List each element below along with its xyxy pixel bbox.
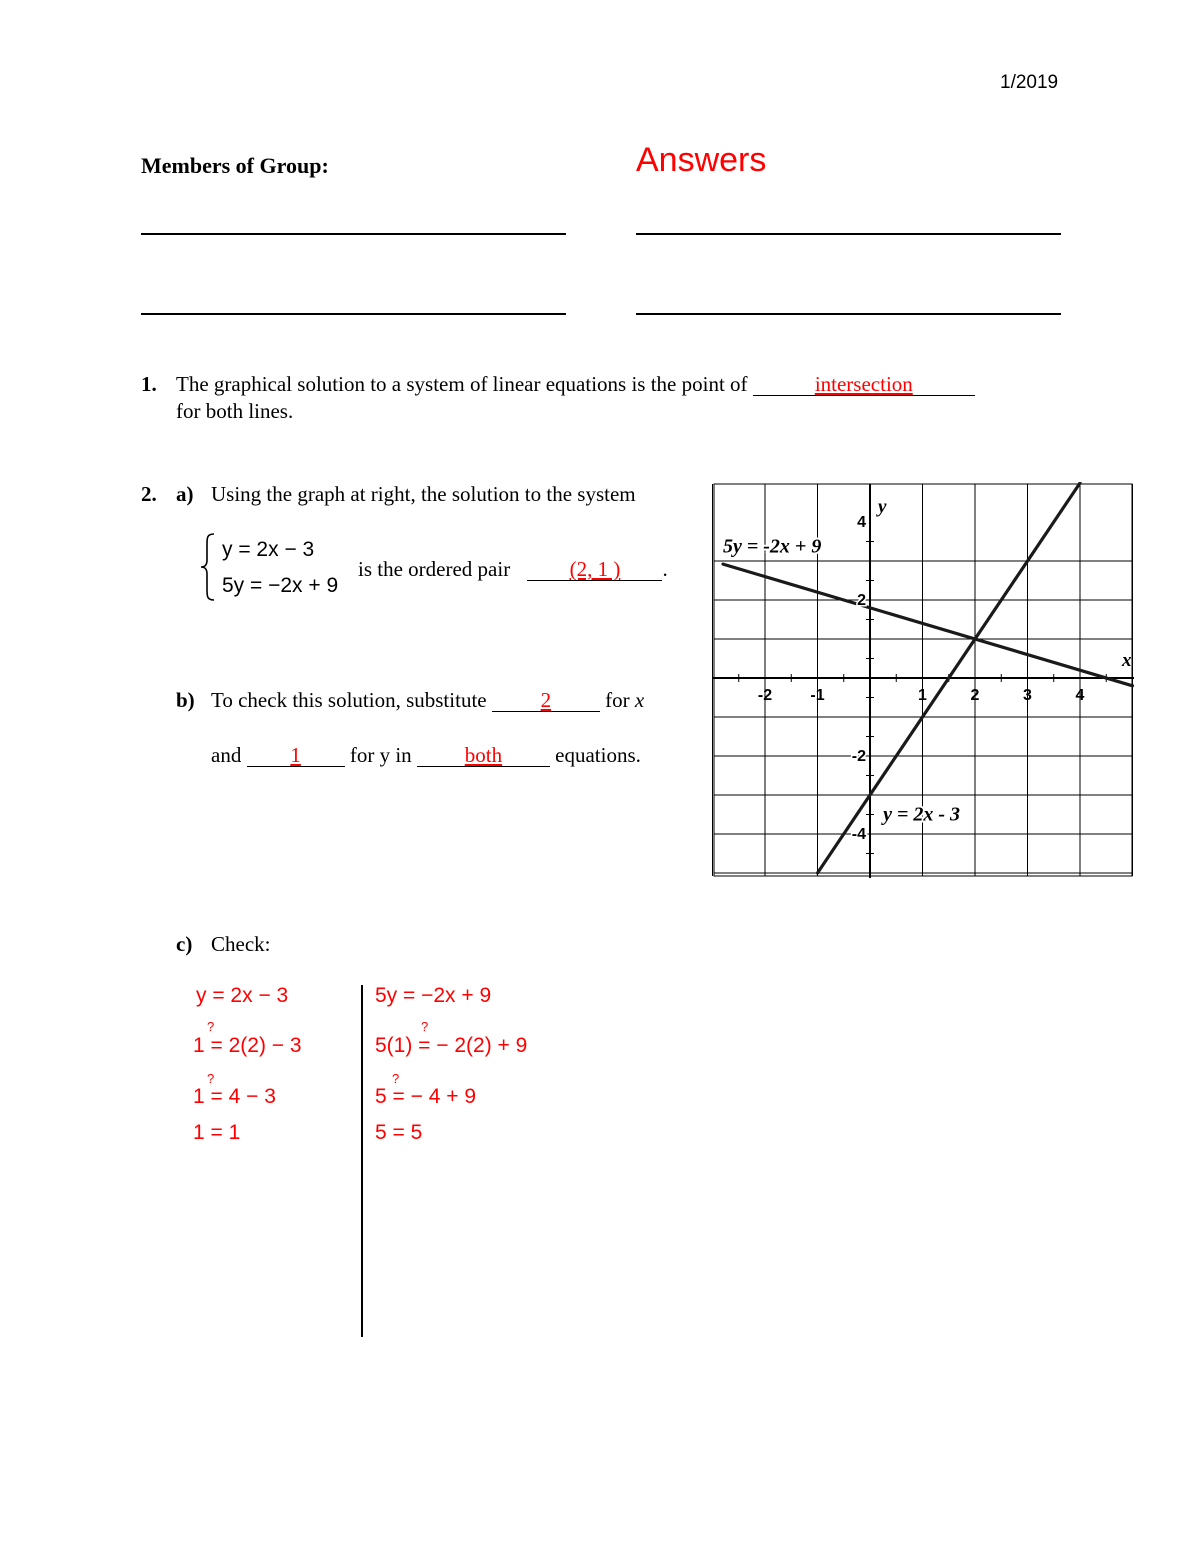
q2b-text4: for y in [349,743,412,767]
q2c-label: c) [176,932,193,956]
q2b-ans-x: 2 [540,688,552,712]
q2b-line1 [211,688,644,713]
check-right-qmark-1: ? [421,1019,429,1034]
q2b-line2 [211,743,641,768]
y-tick-label: -4 [851,826,866,843]
y-tick-label: 2 [857,592,866,609]
q1-answer: intersection [814,372,913,396]
series-line-1 [723,564,1133,686]
q1-text: The graphical solution to a system of linear equations is the point of [176,372,748,396]
system-brace [200,532,216,602]
y-tick-label: -2 [851,748,866,765]
check-right-2: 5(1) = − 2(2) + 9 [375,1034,528,1057]
system-eq2: 5y = −2x + 9 [222,574,339,597]
signature-line-1 [141,233,566,235]
y-axis-label: y [878,496,887,518]
x-axis-label: x [1122,650,1132,671]
signature-line-4 [636,313,1061,315]
page-date: 1/2019 [1000,72,1059,93]
series-label-2: y = 2x - 3 [883,803,961,826]
q2a-text: Using the graph at right, the solution to the system [211,482,636,506]
check-left-4: 1 = 1 [193,1121,241,1144]
q2-number: 2. [141,482,157,506]
q2c-text: Check: [211,932,271,956]
system-eq1: y = 2x − 3 [222,538,315,561]
signature-line-2 [636,233,1061,235]
q2b-both-blank [417,744,550,767]
coordinate-graph [712,482,1134,878]
check-right-qmark-2: ? [392,1071,400,1086]
q2a-end: . [662,557,668,581]
q2b-text5: equations. [555,743,641,767]
check-left-qmark-1: ? [207,1019,215,1034]
members-label: Members of Group: [141,153,329,178]
check-divider [361,985,363,1337]
q2b-ans-y: 1 [290,743,301,767]
x-tick-label: 3 [1023,687,1032,704]
q2b-y-blank [247,744,345,767]
q2a-text2: is the ordered pair [358,557,511,581]
signature-line-3 [141,313,566,315]
q1-answer-blank [753,373,975,396]
series-label-1: 5y = -2x + 9 [723,535,822,558]
q2b-text2: for [605,688,630,712]
check-left-qmark-2: ? [207,1071,215,1086]
q2b-label: b) [176,688,195,712]
q2a-answer: (2, 1 ) [569,557,621,581]
q1-number: 1. [141,372,157,396]
x-tick-label: 1 [918,687,927,704]
q2a-label: a) [176,482,194,506]
check-right-4: 5 = 5 [375,1121,423,1144]
x-tick-label: -1 [810,687,825,704]
q1-line2: for both lines. [176,399,294,423]
q1-line1 [176,372,975,397]
check-right-1: 5y = −2x + 9 [375,984,492,1007]
y-tick-label: 4 [857,514,866,531]
answers-title: Answers [636,141,767,179]
q2a-answer-blank [527,558,662,581]
x-tick-label: -2 [757,687,773,704]
q2b-text1: To check this solution, substitute [211,688,487,712]
q2b-var-x: x [634,688,645,712]
q2a-line2 [358,557,668,582]
x-tick-label: 2 [970,687,980,704]
q2b-x-blank [492,689,600,712]
check-left-1: y = 2x − 3 [196,984,289,1007]
check-left-2: 1 = 2(2) − 3 [193,1034,302,1057]
x-tick-label: 4 [1075,687,1085,704]
q2b-ans-both: both [464,743,503,767]
check-left-3: 1 = 4 − 3 [193,1085,276,1108]
q2b-text3: and [211,743,242,767]
check-right-3: 5 = − 4 + 9 [375,1085,477,1108]
